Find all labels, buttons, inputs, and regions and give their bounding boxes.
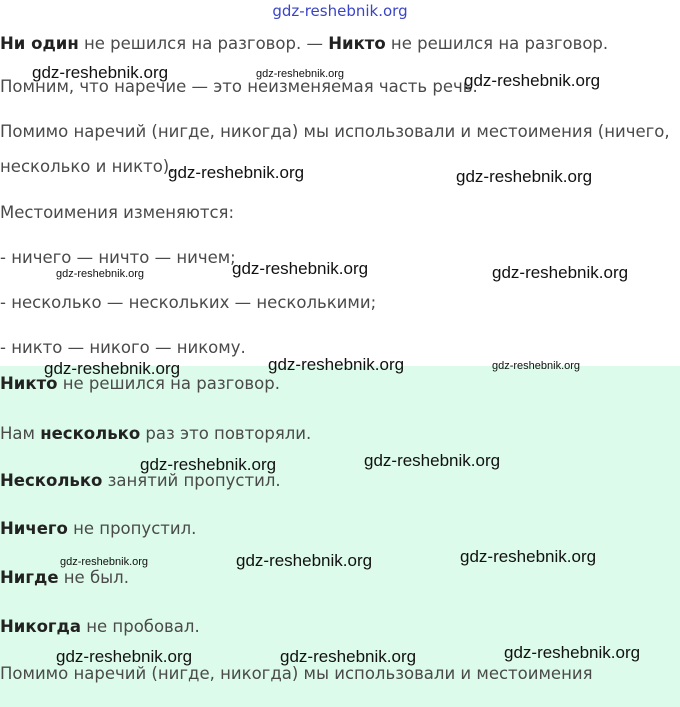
text-span: не пробовал. <box>81 617 200 636</box>
bold-word: Несколько <box>0 471 103 490</box>
watermark: gdz-reshebnik.org <box>32 63 169 82</box>
text-span: не решился на разговор. <box>385 34 609 53</box>
watermark: gdz-reshebnik.org <box>44 359 181 378</box>
bold-word: Никто <box>0 374 58 393</box>
text-line-2: Помним, что наречие — это неизменяемая часть речь. <box>0 77 478 96</box>
bold-word: Ни один <box>0 34 79 53</box>
watermark: gdz-reshebnik.org <box>504 643 641 662</box>
bold-word: Нигде <box>0 568 59 587</box>
watermark: gdz-reshebnik.org <box>456 167 593 186</box>
watermark: gdz-reshebnik.org <box>464 71 601 90</box>
answer-line-2 <box>0 424 311 444</box>
text-span: не пропустил. <box>67 519 197 538</box>
answer-line-4 <box>0 519 196 539</box>
bold-word: Никогда <box>0 617 81 636</box>
watermark: gdz-reshebnik.org <box>280 647 417 666</box>
answer-line-5 <box>0 568 129 588</box>
text-span: занятий пропустил. <box>102 471 281 490</box>
watermark: gdz-reshebnik.org <box>460 547 597 566</box>
watermark: gdz-reshebnik.org <box>236 551 373 570</box>
bold-word: несколько <box>40 424 141 443</box>
text-line-4: несколько и никто). <box>0 157 175 176</box>
text-span: не решился на разговор. — <box>78 34 329 53</box>
watermark: gdz-reshebnik.org <box>492 360 581 372</box>
bold-word: Ничего <box>0 519 68 538</box>
answer-line-6 <box>0 617 200 637</box>
text-span: не был. <box>58 568 129 587</box>
text-line-6: - ничего — ничто — ничем; <box>0 248 236 267</box>
text-line-3: Помимо наречий (нигде, никогда) мы использовали и местоимения (ничего, <box>0 122 670 141</box>
header-watermark: gdz-reshebnik.org <box>272 2 408 20</box>
watermark: gdz-reshebnik.org <box>140 455 277 474</box>
text-span: не решился на разговор. <box>57 374 280 393</box>
text-line-1 <box>0 34 608 54</box>
text-line-7: - несколько — нескольких — несколькими; <box>0 293 377 312</box>
text-line-5: Местоимения изменяются: <box>0 203 235 222</box>
text-line-8: - никто — никого — никому. <box>0 338 246 357</box>
watermark: gdz-reshebnik.org <box>232 259 369 278</box>
text-span: раз это повторяли. <box>140 424 312 443</box>
watermark: gdz-reshebnik.org <box>268 355 405 374</box>
watermark: gdz-reshebnik.org <box>364 451 501 470</box>
watermark: gdz-reshebnik.org <box>256 68 345 80</box>
watermark: gdz-reshebnik.org <box>56 268 145 280</box>
watermark: gdz-reshebnik.org <box>60 556 149 568</box>
text-span: Нам <box>0 424 41 443</box>
watermark: gdz-reshebnik.org <box>56 647 193 666</box>
watermark: gdz-reshebnik.org <box>492 263 629 282</box>
answer-line-7: Помимо наречий (нигде, никогда) мы использовали и местоимения <box>0 664 593 683</box>
bold-word: Никто <box>328 34 386 53</box>
watermark: gdz-reshebnik.org <box>168 163 305 182</box>
